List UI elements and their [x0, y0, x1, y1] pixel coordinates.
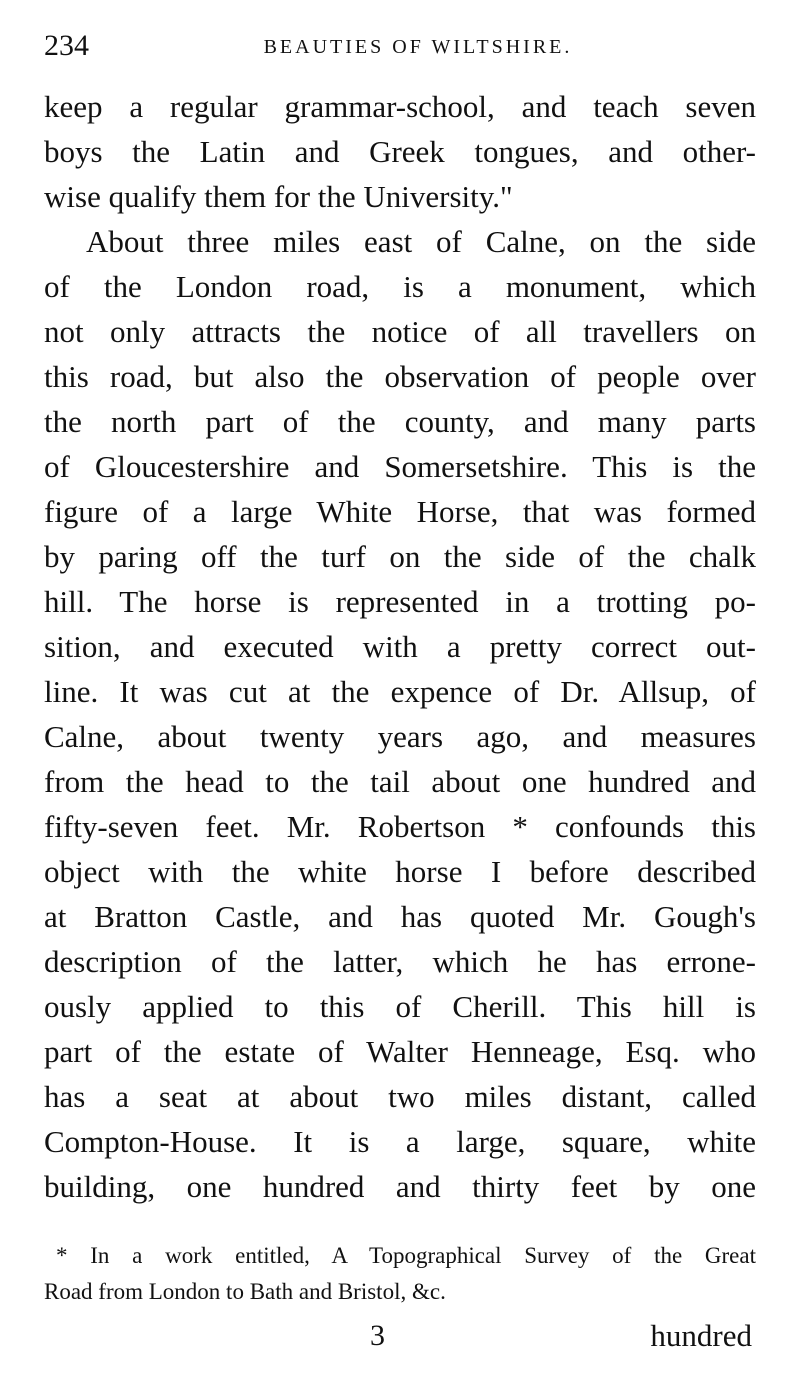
text-line: description of the latter, which he has errone- [44, 944, 756, 979]
text-line: keep a regular grammar-school, and teach seven [44, 89, 756, 124]
text-line: the north part of the county, and many parts [44, 404, 756, 439]
catchword: hundred [650, 1318, 752, 1353]
running-head: BEAUTIES OF WILTSHIRE. [263, 36, 573, 58]
text-line: building, one hundred and thirty feet by one [44, 1169, 756, 1204]
text-line: hill. The horse is represented in a trotting po- [44, 584, 756, 619]
footnote-line: Road from London to Bath and Bristol, &c. [44, 1279, 446, 1304]
footnote-line: * In a work entitled, A Topographical Survey of the Great [56, 1243, 756, 1268]
page-number: 234 [44, 29, 89, 62]
text-line: of Gloucestershire and Somersetshire. This is the [44, 449, 756, 484]
signature-mark: 3 [370, 1319, 385, 1352]
text-line: wise qualify them for the University." [44, 179, 513, 214]
text-line: at Bratton Castle, and has quoted Mr. Gough's [44, 899, 756, 934]
text-line: this road, but also the observation of people over [44, 359, 756, 394]
text-line: figure of a large White Horse, that was formed [44, 494, 756, 529]
text-line: not only attracts the notice of all travellers on [44, 314, 756, 349]
text-line: has a seat at about two miles distant, called [44, 1079, 756, 1114]
text-line: by paring off the turf on the side of the chalk [44, 539, 756, 574]
text-line: About three miles east of Calne, on the side [86, 224, 756, 259]
text-line: sition, and executed with a pretty correct out- [44, 629, 756, 664]
text-line: of the London road, is a monument, which [44, 269, 756, 304]
text-line: boys the Latin and Greek tongues, and other- [44, 134, 756, 169]
text-line: part of the estate of Walter Henneage, Esq. who [44, 1034, 756, 1069]
text-line: ously applied to this of Cherill. This hill is [44, 989, 756, 1024]
text-line: from the head to the tail about one hundred and [44, 764, 756, 799]
page-header [44, 28, 752, 68]
footnote [44, 1238, 756, 1310]
text-line: Calne, about twenty years ago, and measures [44, 719, 756, 754]
text-line: fifty-seven feet. Mr. Robertson * confounds this [44, 809, 756, 844]
text-line: object with the white horse I before described [44, 854, 756, 889]
text-line: line. It was cut at the expence of Dr. Allsup, of [44, 674, 756, 709]
text-line: Compton-House. It is a large, square, white [44, 1124, 756, 1159]
body-text [44, 84, 756, 1209]
